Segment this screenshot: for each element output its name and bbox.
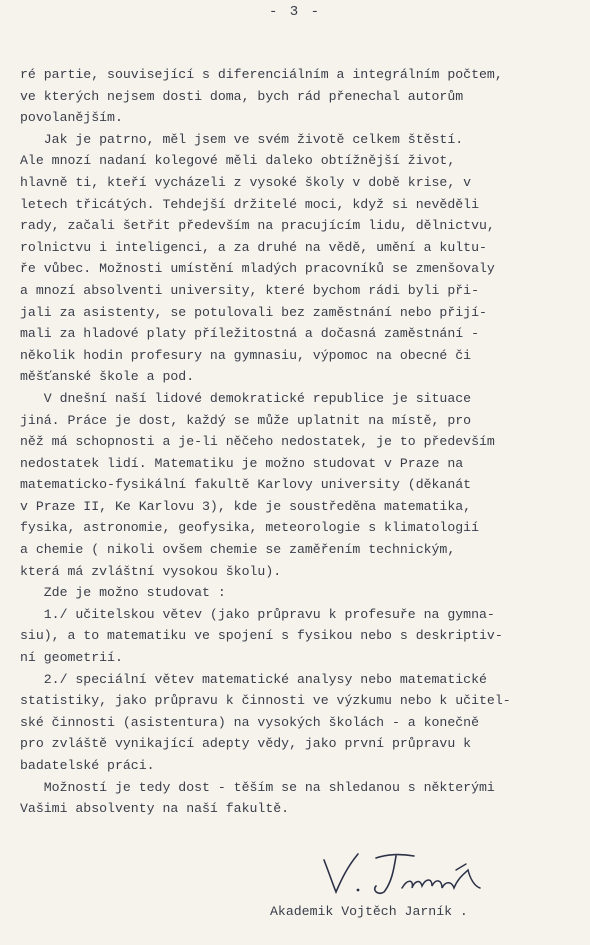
text-line: pro zvláště vynikající adepty vědy, jako první průpravu k: [20, 736, 472, 752]
text-line: jiná. Práce je dost, každý se může uplatnit na místě, pro: [20, 412, 472, 428]
text-line: rady, začali šetřit především na pracujícím lidu, dělnictvu,: [20, 218, 495, 234]
text-line: povolanějším.: [20, 110, 123, 126]
text-line: nedostatek lidí. Matematiku je možno studovat v Praze na: [20, 455, 464, 471]
text-line: jali za asistenty, se potulovali bez zaměstnání nebo přijí-: [20, 304, 487, 320]
text-line: a chemie ( nikoli ovšem chemie se zaměřením technickým,: [20, 542, 456, 558]
text-line: Jak je patrno, měl jsem ve svém životě celkem štěstí.: [20, 131, 464, 147]
text-line: fysika, astronomie, geofysika, meteorologie s klimatologií: [20, 520, 479, 536]
text-line: matematicko-fysikální fakultě Karlovy university (děkanát: [20, 477, 472, 493]
text-line: ské činnosti (asistentura) na vysokých školách - a konečně: [20, 714, 479, 730]
text-line: ré partie, související s diferenciálním a integrálním počtem,: [20, 67, 503, 82]
text-line: 2./ speciální větev matematické analysy nebo matematické: [20, 671, 487, 687]
handwritten-signature: [318, 848, 488, 898]
text-line: siu), a to matematiku ve spojení s fysikou nebo s deskriptiv-: [20, 628, 503, 644]
text-line: hlavně ti, kteří vycházeli z vysoké školy v době krise, v: [20, 174, 472, 190]
text-line: V dnešní naší lidové demokratické republice je situace: [20, 390, 472, 406]
text-line: 1./ učitelskou větev (jako průpravu k profesuře na gymna-: [20, 606, 495, 622]
text-line: v Praze II, Ke Karlovu 3), kde je soustředěna matematika,: [20, 498, 472, 514]
letter-body: [20, 64, 580, 820]
text-line: letech třicátých. Tehdejší držitelé moci, když si nevěděli: [20, 196, 479, 212]
page-number: - 3 -: [268, 4, 321, 20]
text-line: ní geometrií.: [20, 650, 123, 666]
text-line: měšťanské škole a pod.: [20, 369, 195, 385]
text-line: ře vůbec. Možnosti umístění mladých pracovníků se zmenšovaly: [20, 261, 495, 277]
text-line: Ale mnozí nadaní kolegové měli daleko obtížnější život,: [20, 153, 456, 169]
text-line: statistiky, jako průpravu k činnosti ve výzkumu nebo k učitel-: [20, 693, 511, 709]
text-line: Možností je tedy dost - těším se na shledanou s některými: [20, 779, 495, 795]
text-line: Vašimi absolventy na naší fakultě.: [20, 801, 290, 817]
text-line: badatelské práci.: [20, 758, 155, 773]
text-line: ve kterých nejsem dosti doma, bych rád přenechal autorům: [20, 88, 464, 104]
text-line: Zde je možno studovat :: [20, 585, 226, 601]
author-name: Akademik Vojtěch Jarník .: [270, 904, 468, 919]
text-line: mali za hladové platy příležitostná a dočasná zaměstnání -: [20, 326, 479, 342]
text-line: která má zvláštní vysokou školu).: [20, 563, 282, 579]
text-line: rolnictvu i inteligenci, a za druhé na vědě, umění a kultu-: [20, 239, 487, 255]
text-line: několik hodin profesury na gymnasiu, výpomoc na obecné či: [20, 347, 472, 363]
text-line: něž má schopnosti a je-li něčeho nedostatek, je to především: [20, 434, 495, 450]
text-line: a mnozí absolventi university, které bychom rádi byli při-: [20, 282, 479, 298]
